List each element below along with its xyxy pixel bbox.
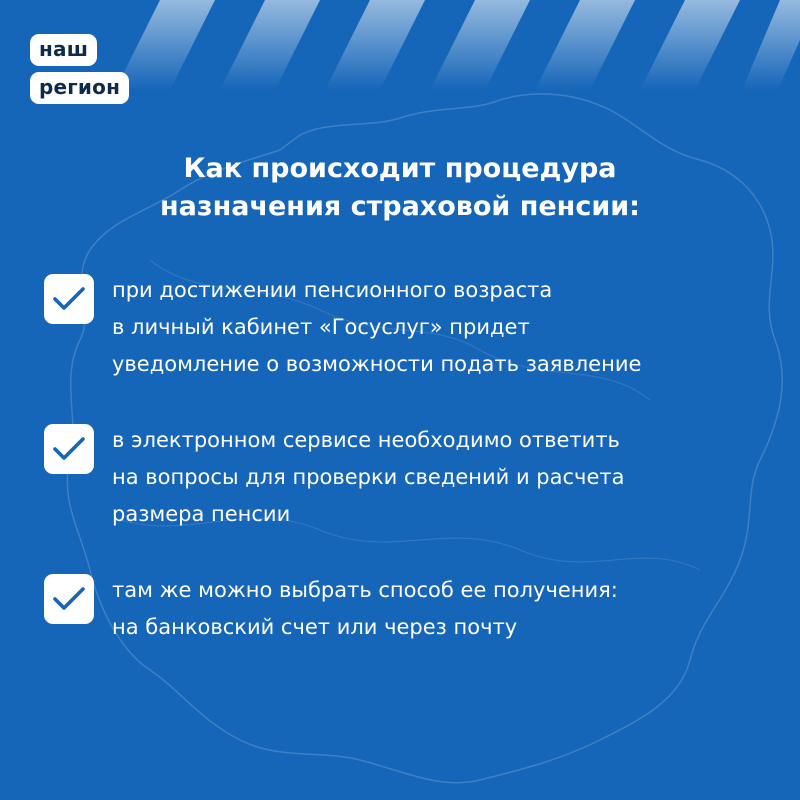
- headline: [60, 150, 740, 226]
- list-item-line: на вопросы для проверки сведений и расчета: [112, 465, 625, 489]
- list-item-text: [112, 272, 641, 383]
- list-item-line: на банковский счет или через почту: [112, 615, 518, 639]
- list-item-text: [112, 422, 624, 533]
- checkbox-badge: [44, 424, 94, 474]
- list-item-3: [44, 572, 764, 646]
- list-item-2: [44, 422, 764, 533]
- list-item-line: в электронном сервисе необходимо ответить: [112, 428, 620, 452]
- logo: [30, 34, 129, 104]
- list-item-line: в личный кабинет «Госуслуг» придет: [112, 315, 530, 339]
- list-item-line: при достижении пенсионного возраста: [112, 278, 553, 302]
- checkbox-badge: [44, 274, 94, 324]
- list-item-text: [112, 572, 618, 646]
- logo-word-1: наш: [30, 34, 97, 66]
- checkmark-icon: [52, 436, 86, 462]
- list-item-1: [44, 272, 764, 383]
- logo-word-2: регион: [30, 72, 129, 104]
- headline-line-2: назначения страховой пенсии:: [160, 191, 640, 222]
- checkmark-icon: [52, 586, 86, 612]
- checkmark-icon: [52, 286, 86, 312]
- list-item-line: размера пенсии: [112, 502, 291, 526]
- list-item-line: там же можно выбрать способ ее получения:: [112, 578, 618, 602]
- list-item-line: уведомление о возможности подать заявление: [112, 352, 642, 376]
- headline-line-1: Как происходит процедура: [183, 153, 617, 184]
- checkbox-badge: [44, 574, 94, 624]
